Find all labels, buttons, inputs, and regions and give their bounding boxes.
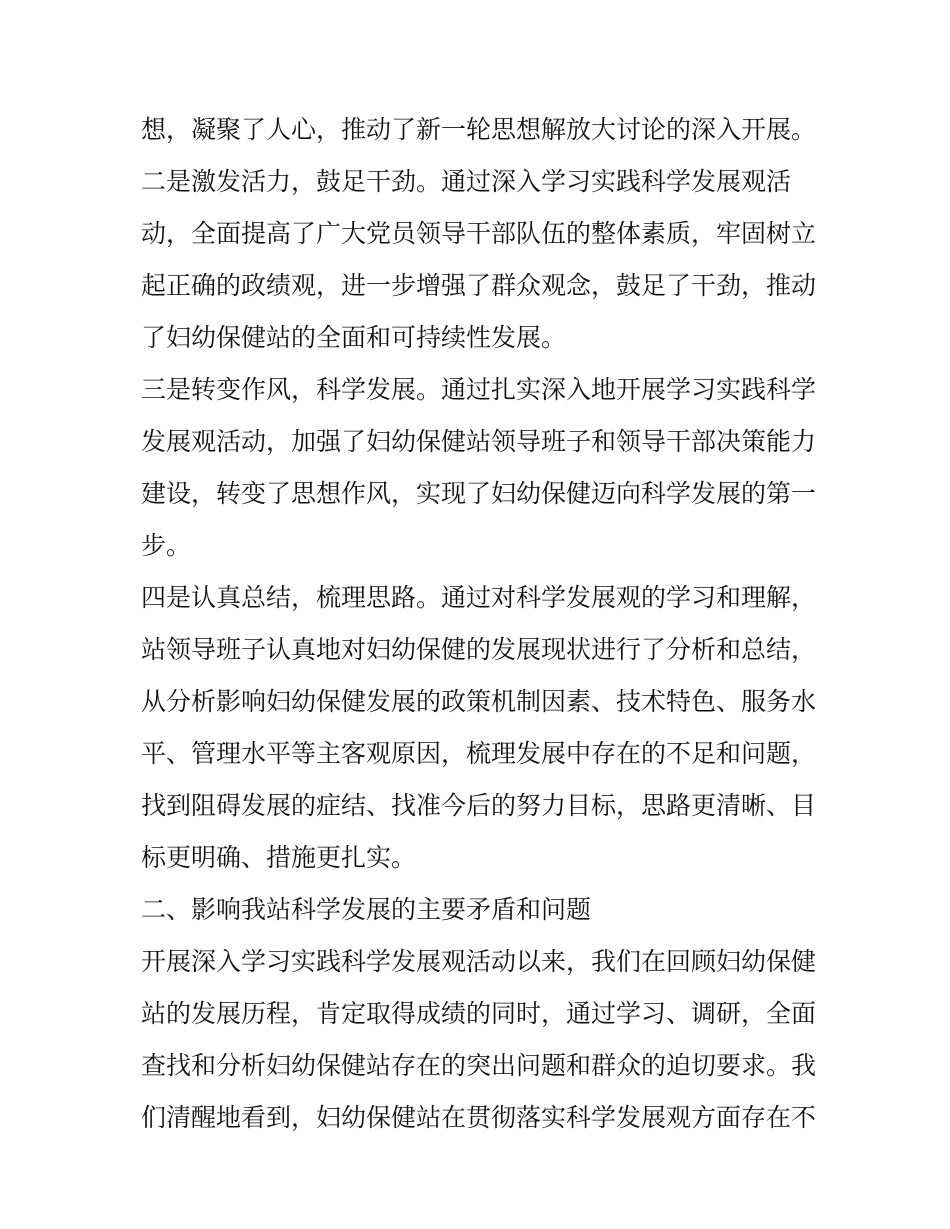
text-line: 标更明确、措施更扎实。	[141, 843, 417, 872]
text-line: 站的发展历程，肯定取得成绩的同时，通过学习、调研，全面	[141, 999, 817, 1028]
text-line: 们清醒地看到，妇幼保健站在贯彻落实科学发展观方面存在不	[141, 1103, 817, 1132]
text-line: 平、管理水平等主客观原因，梳理发展中存在的不足和问题，	[141, 739, 817, 768]
text-line: 查找和分析妇幼保健站存在的突出问题和群众的迫切要求。我	[141, 1051, 817, 1080]
text-line: 建设，转变了思想作风，实现了妇幼保健迈向科学发展的第一	[141, 479, 817, 508]
text-line: 动，全面提高了广大党员领导干部队伍的整体素质，牢固树立	[141, 219, 817, 248]
text-line: 想，凝聚了人心，推动了新一轮思想解放大讨论的深入开展。	[141, 115, 817, 144]
text-line: 找到阻碍发展的症结、找准今后的努力目标，思路更清晰、目	[141, 791, 817, 820]
section-heading: 二、影响我站科学发展的主要矛盾和问题	[141, 895, 592, 924]
text-line: 开展深入学习实践科学发展观活动以来，我们在回顾妇幼保健	[141, 947, 817, 976]
text-line: 站领导班子认真地对妇幼保健的发展现状进行了分析和总结，	[141, 635, 817, 664]
text-line: 发展观活动，加强了妇幼保健站领导班子和领导干部决策能力	[141, 427, 817, 456]
text-line: 步。	[141, 531, 192, 560]
body-text	[141, 104, 821, 1144]
text-line: 二是激发活力，鼓足干劲。通过深入学习实践科学发展观活	[141, 167, 792, 196]
text-line: 起正确的政绩观，进一步增强了群众观念，鼓足了干劲，推动	[141, 271, 817, 300]
text-line: 从分析影响妇幼保健发展的政策机制因素、技术特色、服务水	[141, 687, 817, 716]
text-line: 了妇幼保健站的全面和可持续性发展。	[141, 323, 567, 352]
text-line: 四是认真总结，梳理思路。通过对科学发展观的学习和理解，	[141, 583, 817, 612]
text-line: 三是转变作风，科学发展。通过扎实深入地开展学习实践科学	[141, 375, 817, 404]
